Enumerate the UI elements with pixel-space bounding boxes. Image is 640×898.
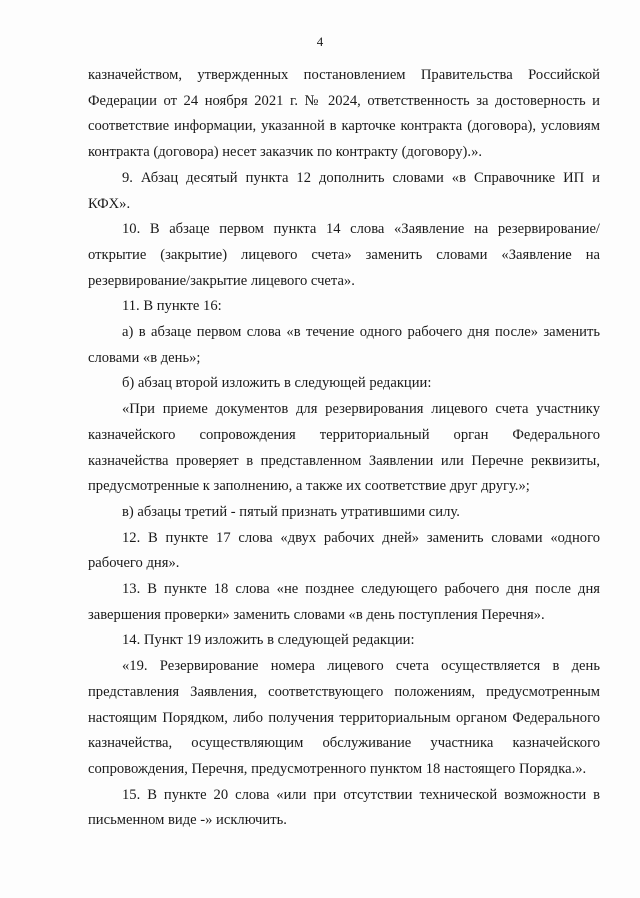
paragraph-13: 13. В пункте 18 слова «не позднее следующего рабочего дня после дня завершения проверки» заменить словами «в день поступления Перечня». [88, 581, 600, 623]
document-body [88, 63, 600, 834]
paragraph-11-b-quote: «При приеме документов для резервирования лицевого счета участнику казначейского сопровождения территориальный орган Федерального казначейства проверяет в представленном Заявлении или Перечне реквизиты, предусмотренные к заполнению, а также их соответствие друг другу.»; [88, 401, 600, 495]
paragraph-12: 12. В пункте 17 слова «двух рабочих дней» заменить словами «одного рабочего дня». [88, 529, 600, 572]
paragraph-continuation: казначейством, утвержденных постановлением Правительства Российской Федерации от 24 ноября 2021 г. № 2024, ответственность за достоверность и соответствие информации, указанной в карточке контракта (договора), условиям контракта (договора) несет заказчик по контракту (договору).». [88, 67, 600, 161]
paragraph-11: 11. В пункте 16: [122, 298, 222, 315]
paragraph-14: 14. Пункт 19 изложить в следующей редакции: [122, 632, 415, 649]
paragraph-15: 15. В пункте 20 слова «или при отсутствии технической возможности в письменном виде -» исключить. [88, 786, 600, 829]
paragraph-9: 9. Абзац десятый пункта 12 дополнить словами «в Справочнике ИП и КФХ». [88, 169, 600, 212]
paragraph-14-quote: «19. Резервирование номера лицевого счета осуществляется в день представления Заявления, соответствующего положениям, предусмотренным настоящим Порядком, либо получения территориальным органом Федерального казначейства, осуществляющим обслуживание участника казначейского сопровождения, Перечня, предусмотренного пунктом 18 настоящего Порядка.». [88, 658, 600, 777]
paragraph-11-a: а) в абзаце первом слова «в течение одного рабочего дня после» заменить словами «в день»; [88, 324, 600, 366]
paragraph-11-c: в) абзацы третий - пятый признать утратившими силу. [122, 503, 460, 520]
paragraph-11-b: б) абзац второй изложить в следующей редакции: [122, 375, 432, 392]
page-number: 4 [316, 34, 324, 49]
paragraph-10: 10. В абзаце первом пункта 14 слова «Заявление на резервирование/открытие (закрытие) лицевого счета» заменить словами «Заявление на резервирование/закрытие лицевого счета». [88, 221, 600, 289]
